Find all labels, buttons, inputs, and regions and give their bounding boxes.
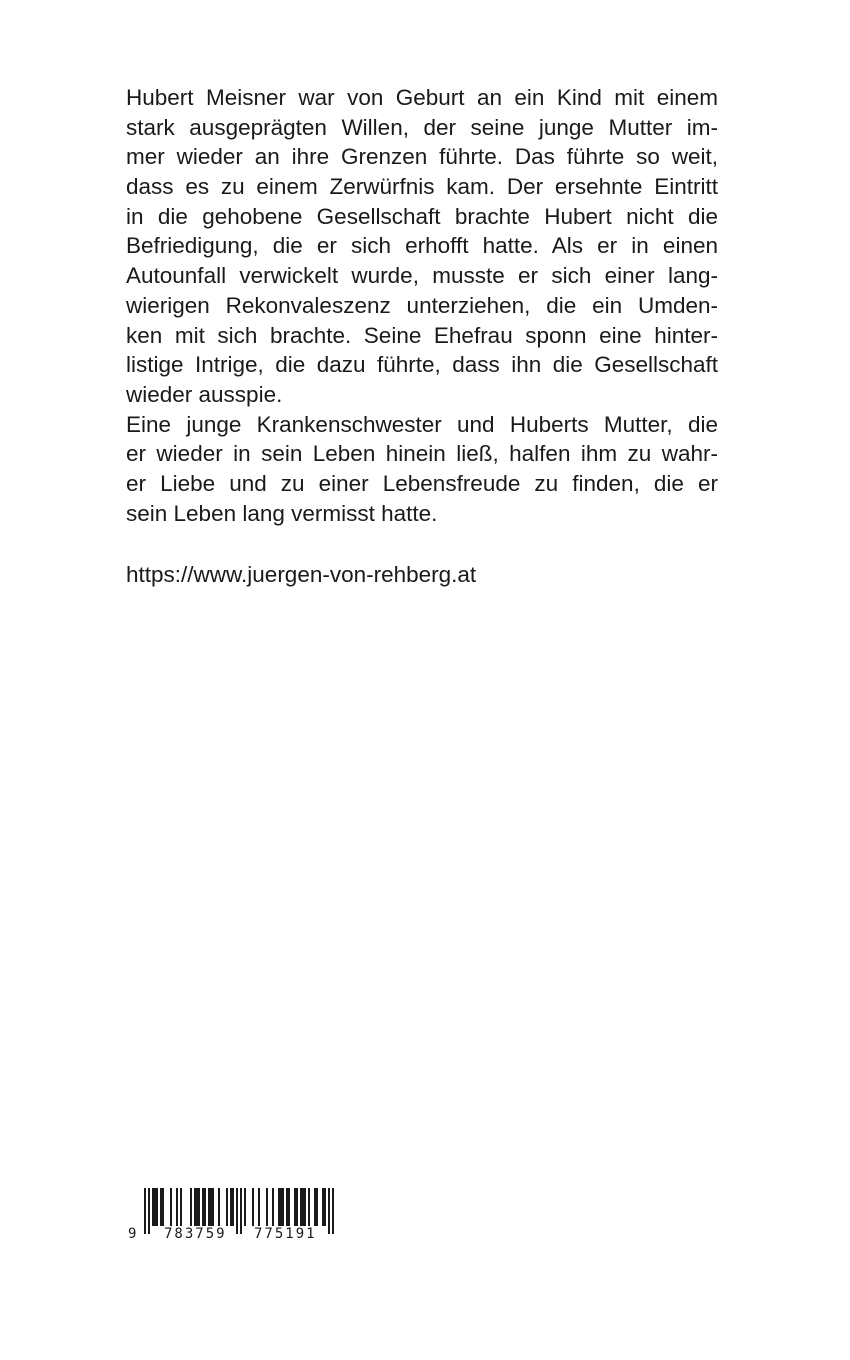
blurb-line: mer wieder an ihre Grenzen führte. Das führte so weit, [126, 144, 718, 170]
blurb-line: dass es zu einem Zerwürfnis kam. Der ersehnte Eintritt [126, 174, 718, 200]
barcode-guard-bar [332, 1188, 334, 1234]
barcode-bar [308, 1188, 310, 1226]
blurb-line: wierigen Rekonvaleszenz unterziehen, die ein Umden- [126, 292, 718, 318]
blurb-line: in die gehobene Gesellschaft brachte Hubert nicht die [126, 203, 718, 229]
barcode-bar [208, 1188, 210, 1226]
barcode-bar [226, 1188, 228, 1226]
blurb-line: er wieder in sein Leben hinein ließ, halfen ihm zu wahr- [126, 441, 718, 467]
barcode-bar [282, 1188, 284, 1226]
barcode-guard-bar [240, 1188, 242, 1234]
blurb-line: Hubert Meisner war von Geburt an ein Kind mit einem [126, 85, 718, 110]
barcode-bar [210, 1188, 212, 1226]
barcode-bar [194, 1188, 196, 1226]
barcode-bar [296, 1188, 298, 1226]
barcode-bar [196, 1188, 198, 1226]
barcode-bar [198, 1188, 200, 1226]
blurb-line: listige Intrige, die dazu führte, dass ihn die Gesellschaft [126, 352, 718, 378]
barcode-bar [244, 1188, 246, 1226]
barcode-bar [212, 1188, 214, 1226]
barcode-bar [272, 1188, 274, 1226]
barcode-bar [266, 1188, 268, 1226]
barcode-bar [218, 1188, 220, 1226]
barcode-bar [180, 1188, 182, 1226]
barcode-bar [160, 1188, 162, 1226]
blurb-line: stark ausgeprägten Willen, der seine junge Mutter im- [126, 114, 718, 140]
barcode-bar [322, 1188, 324, 1226]
blurb-line: Eine junge Krankenschwester und Huberts Mutter, die [126, 411, 718, 437]
barcode-bar [304, 1188, 306, 1226]
barcode-bar [190, 1188, 192, 1226]
barcode-bar [280, 1188, 282, 1226]
barcode-lead-digit: 9 [128, 1226, 137, 1242]
barcode-bar [204, 1188, 206, 1226]
blurb-line: Autounfall verwickelt wurde, musste er sich einer lang- [126, 263, 718, 289]
barcode-bar [152, 1188, 154, 1226]
blurb-line: er Liebe und zu einer Lebensfreude zu finden, die er [126, 470, 718, 496]
barcode-bar [252, 1188, 254, 1226]
barcode-bar [154, 1188, 156, 1226]
blurb-line: sein Leben lang vermisst hatte. [126, 500, 438, 526]
barcode-guard-bar [144, 1188, 146, 1234]
barcode-bar [170, 1188, 172, 1226]
isbn-barcode [126, 1186, 336, 1244]
barcode-bar [162, 1188, 164, 1226]
barcode-bar [278, 1188, 280, 1226]
book-blurb [126, 83, 718, 528]
barcode-bar [316, 1188, 318, 1226]
barcode-bar [324, 1188, 326, 1226]
barcode-right-digits: 775191 [254, 1226, 317, 1242]
barcode-bar [288, 1188, 290, 1226]
barcode-bar [258, 1188, 260, 1226]
author-website-link[interactable]: https://www.juergen-von-rehberg.at [126, 562, 477, 587]
barcode-bar [294, 1188, 296, 1226]
barcode-bar [314, 1188, 316, 1226]
barcode-guard-bar [236, 1188, 238, 1234]
barcode-bar [156, 1188, 158, 1226]
barcode-bar [286, 1188, 288, 1226]
blurb-line: ken mit sich brachte. Seine Ehefrau sponn eine hinter- [126, 322, 718, 348]
blurb-line: Befriedigung, die er sich erhofft hatte. Als er in einen [126, 233, 718, 259]
barcode-bar [232, 1188, 234, 1226]
barcode-bar [202, 1188, 204, 1226]
barcode-guard-bar [328, 1188, 330, 1234]
barcode-left-digits: 783759 [164, 1226, 227, 1242]
blurb-line: wieder ausspie. [126, 381, 283, 407]
barcode-guard-bar [148, 1188, 150, 1234]
barcode-bar [300, 1188, 302, 1226]
barcode-bar [176, 1188, 178, 1226]
barcode-graphic [126, 1186, 336, 1244]
barcode-bar [230, 1188, 232, 1226]
barcode-bar [302, 1188, 304, 1226]
